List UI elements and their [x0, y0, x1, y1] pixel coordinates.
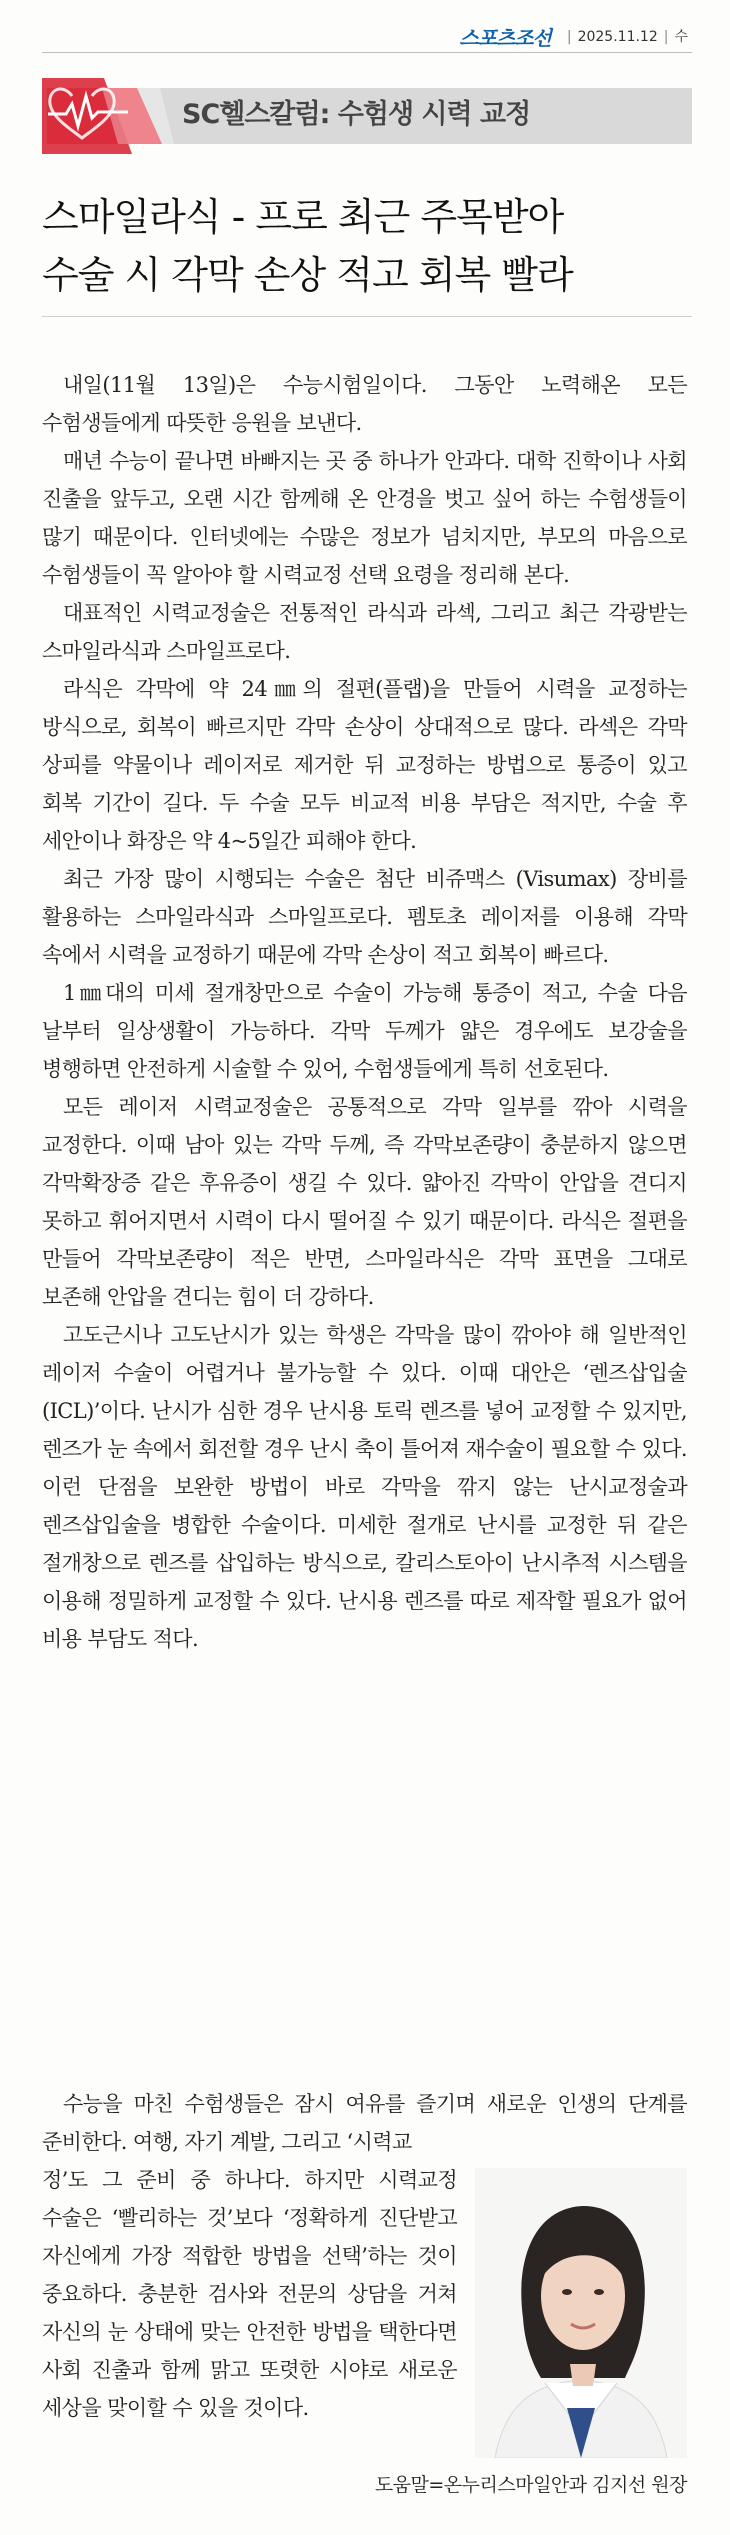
dateline: | 2025.11.12 | 수	[566, 29, 688, 45]
paragraph-9-wrapped-text: 정’도 그 준비 중 하나다. 하지만 시력교정 수술은 ‘빨리하는 것’보다 ‘정확하게 진단받고 자신에게 가장 적합한 방법을 선택’하는 것이 중요하다. 충분한 검사와 전문의 상담을 거쳐 자신의 눈 상태에 맞는 안전한 방법을 택한다면 사회 진출과 함께 맑고 또렷한 시야로 새로운 세상을 맞이할 수 있을 것이다.	[42, 2168, 457, 2420]
doctor-portrait-photo	[475, 2168, 687, 2458]
column-title: SC헬스칼럼: 수험생 시력 교정	[182, 99, 531, 130]
newspaper-logo: 스포츠조선	[459, 25, 551, 50]
paragraph-6: 1㎜대의 미세 절개창만으로 수술이 가능해 통증이 적고, 수술 다음 날부터 일상생활이 가능하다. 각막 두께가 얇은 경우에도 보강술을 병행하면 안전하게 시술할 수 있어, 수험생들에게 특히 선호된다.	[42, 981, 687, 1081]
article-body	[42, 366, 687, 1658]
headline-line-2: 수술 시 각막 손상 적고 회복 빨라	[42, 253, 573, 297]
paragraph-9-first-lines: 수능을 마친 수험생들은 잠시 여유를 즐기며 새로운 인생의 단계를 준비한다. 여행, 자기 계발, 그리고 ‘시력교	[42, 2092, 687, 2154]
issue-weekday: 수	[674, 29, 688, 45]
article-headline	[42, 188, 692, 304]
paragraph-1: 내일(11월 13일)은 수능시험일이다. 그동안 노력해온 모든 수험생들에게 따뜻한 응원을 보낸다.	[42, 373, 687, 435]
paragraph-8: 고도근시나 고도난시가 있는 학생은 각막을 많이 깎아야 해 일반적인 레이저 수술이 어렵거나 불가능할 수 있다. 이때 대안은 ‘렌즈삽입술(ICL)’이다. 난시가 심한 경우 난시용 토릭 렌즈를 넣어 교정할 수 있지만, 렌즈가 눈 속에서 회전할 경우 난시 축이 틀어져 재수술이 필요할 수 있다. 이런 단점을 보완한 방법이 바로 각막을 깎지 않는 난시교정술과 렌즈삽입술을 병합한 수술이다. 미세한 절개로 난시를 교정한 뒤 같은 절개창으로 렌즈를 삽입하는 방식으로, 칼리스토아이 난시추적 시스템을 이용해 정밀하게 교정할 수 있다. 난시용 렌즈를 따로 제작할 필요가 없어 비용 부담도 적다.	[42, 1323, 687, 1651]
heartbeat-heart-icon	[42, 66, 192, 156]
paragraph-4: 라식은 각막에 약 24㎜의 절편(플랩)을 만들어 시력을 교정하는 방식으로, 회복이 빠르지만 각막 손상이 상대적으로 많다. 라섹은 각막 상피를 약물이나 레이저로 제거한 뒤 교정하는 방법으로 통증이 있고 회복 기간이 길다. 두 수술 모두 비교적 비용 부담은 적지만, 수술 후 세안이나 화장은 약 4~5일간 피해야 한다.	[42, 677, 687, 853]
paragraph-9-lead	[42, 2085, 687, 2161]
masthead	[0, 22, 730, 50]
paragraph-2: 매년 수능이 끝나면 바빠지는 곳 중 하나가 안과다. 대학 진학이나 사회 진출을 앞두고, 오랜 시간 함께해 온 안경을 벗고 싶어 하는 수험생들이 많기 때문이다. 인터넷에는 수많은 정보가 넘치지만, 부모의 마음으로 수험생들이 꼭 알아야 할 시력교정 선택 요령을 정리해 본다.	[42, 449, 687, 587]
column-banner	[42, 66, 692, 156]
paragraph-7: 모든 레이저 시력교정술은 공통적으로 각막 일부를 깎아 시력을 교정한다. 이때 남아 있는 각막 두께, 즉 각막보존량이 충분하지 않으면 각막확장증 같은 후유증이 생길 수 있다. 얇아진 각막이 안압을 견디지 못하고 휘어지면서 시력이 다시 떨어질 수 있기 때문이다. 라식은 절편을 만들어 각막보존량이 적은 반면, 스마일라식은 각막 표면을 그대로 보존해 안압을 견디는 힘이 더 강하다.	[42, 1095, 687, 1309]
headline-rule	[42, 316, 692, 317]
headline-line-1: 스마일라식 - 프로 최근 주목받아	[42, 195, 564, 239]
paragraph-3: 대표적인 시력교정술은 전통적인 라식과 라섹, 그리고 최근 각광받는 스마일라식과 스마일프로다.	[42, 601, 687, 663]
masthead-rule	[42, 52, 692, 53]
issue-date: 2025.11.12	[577, 29, 658, 45]
paragraph-9-wrapped	[42, 2161, 457, 2427]
paragraph-5: 최근 가장 많이 시행되는 수술은 첨단 비쥬맥스 (Visumax) 장비를 활용하는 스마일라식과 스마일프로다. 펨토초 레이저를 이용해 각막 속에서 시력을 교정하기 때문에 각막 손상이 적고 회복이 빠르다.	[42, 867, 687, 967]
photo-caption: 도움말=온누리스마일안과 김지선 원장	[374, 2474, 687, 2496]
